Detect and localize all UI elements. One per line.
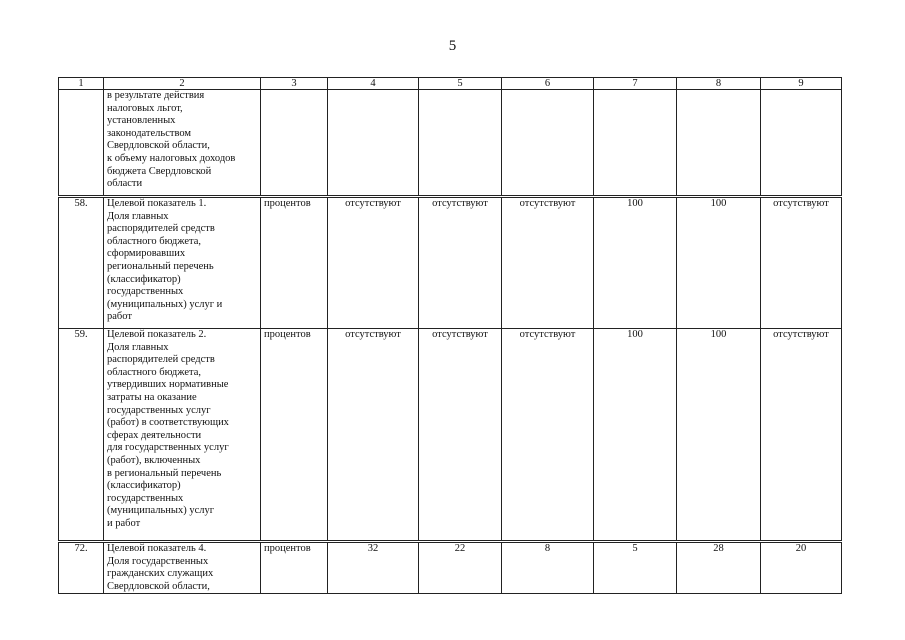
table-row <box>59 197 842 329</box>
value-cell <box>761 90 842 197</box>
column-header: 5 <box>419 78 502 90</box>
unit-cell: процентов <box>261 197 328 329</box>
value-cell: 100 <box>594 329 677 542</box>
row-number <box>59 90 104 197</box>
value-cell: 32 <box>328 542 419 594</box>
value-cell <box>502 90 594 197</box>
value-cell: отсутствуют <box>419 197 502 329</box>
value-cell <box>594 90 677 197</box>
value-cell <box>419 90 502 197</box>
row-number: 59. <box>59 329 104 542</box>
value-cell: 5 <box>594 542 677 594</box>
value-cell: 8 <box>502 542 594 594</box>
column-header: 9 <box>761 78 842 90</box>
column-header: 7 <box>594 78 677 90</box>
column-header: 3 <box>261 78 328 90</box>
value-cell: отсутствуют <box>328 329 419 542</box>
row-number: 58. <box>59 197 104 329</box>
column-header: 6 <box>502 78 594 90</box>
value-cell: отсутствуют <box>419 329 502 542</box>
unit-cell <box>261 90 328 197</box>
indicator-name: Целевой показатель 4. Доля государственных гражданских служащих Свердловской области, <box>104 542 261 594</box>
value-cell: 100 <box>677 197 761 329</box>
page-number: 5 <box>448 38 457 54</box>
value-cell: отсутствуют <box>328 197 419 329</box>
column-header: 1 <box>59 78 104 90</box>
column-number-row <box>59 78 842 90</box>
table-row <box>59 90 842 197</box>
table-row <box>59 329 842 542</box>
value-cell: отсутствуют <box>502 197 594 329</box>
indicator-name: в результате действия налоговых льгот, установленных законодательством Свердловской области, к объему налоговых доходов бюджета Свердловской области <box>104 90 261 197</box>
value-cell: 100 <box>594 197 677 329</box>
value-cell: 100 <box>677 329 761 542</box>
unit-cell: процентов <box>261 542 328 594</box>
table-row <box>59 542 842 594</box>
value-cell: отсутствуют <box>761 329 842 542</box>
indicator-name: Целевой показатель 1. Доля главных распорядителей средств областного бюджета, сформировавших региональный перечень (классификатор) государственных (муниципальных) услуг и работ <box>104 197 261 329</box>
unit-cell: процентов <box>261 329 328 542</box>
value-cell: 22 <box>419 542 502 594</box>
indicator-name: Целевой показатель 2. Доля главных распорядителей средств областного бюджета, утвердивших нормативные затраты на оказание государственных услуг (работ) в соответствующих сферах деятельности для государственных услуг (работ), включенных в региональный перечень (классификатор) государственных (муниципальных) услуг и работ <box>104 329 261 542</box>
column-header: 4 <box>328 78 419 90</box>
value-cell: отсутствуют <box>502 329 594 542</box>
value-cell: 28 <box>677 542 761 594</box>
value-cell: 20 <box>761 542 842 594</box>
row-number: 72. <box>59 542 104 594</box>
value-cell <box>677 90 761 197</box>
column-header: 8 <box>677 78 761 90</box>
indicators-table <box>58 77 842 594</box>
value-cell <box>328 90 419 197</box>
value-cell: отсутствуют <box>761 197 842 329</box>
column-header: 2 <box>104 78 261 90</box>
